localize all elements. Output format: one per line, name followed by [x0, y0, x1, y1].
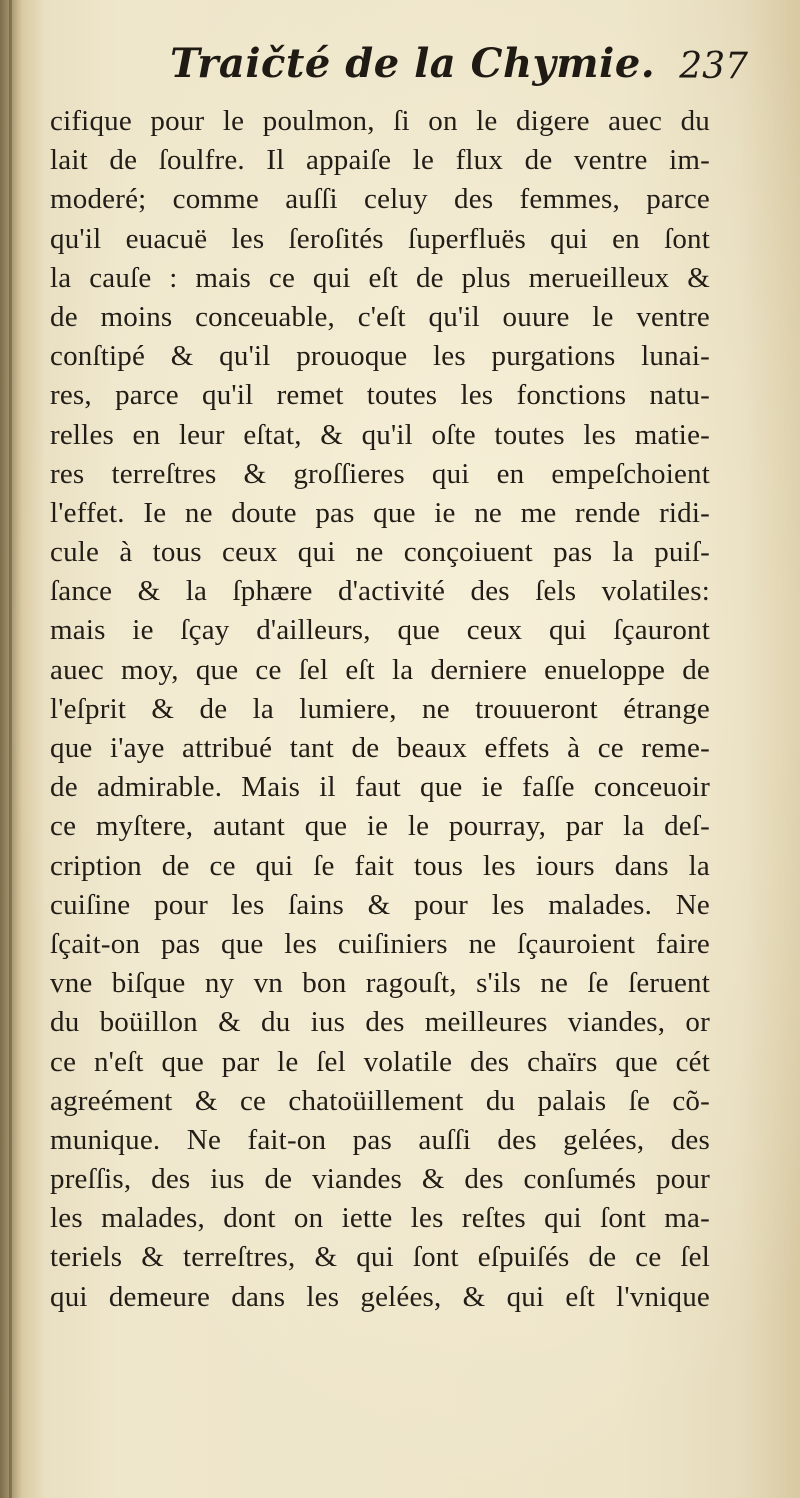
text-line: res terreſtres & groſſieres qui en empeſchoient [50, 457, 710, 490]
running-head [50, 40, 748, 100]
text-line: l'effet. Ie ne doute pas que ie ne me rende ridi- [50, 496, 710, 529]
text-line: auec moy, que ce ſel eſt la derniere enueloppe de [50, 653, 710, 686]
text-line: la cauſe : mais ce qui eſt de plus merueilleux & [50, 261, 710, 294]
text-line: qui demeure dans les gelées, & qui eſt l'vnique [50, 1280, 710, 1313]
page-title: Traičté de la Chymie. [170, 40, 656, 87]
text-line: cule à tous ceux qui ne conçoiuent pas la puiſ- [50, 536, 710, 569]
text-line: relles en leur eſtat, & qu'il oſte toutes les matie- [50, 418, 710, 451]
text-line: de moins conceuable, c'eſt qu'il ouure le ventre [50, 300, 710, 333]
text-line: qu'il euacuë les ſeroſités ſuperfluës qui en ſont [50, 222, 710, 255]
text-line: res, parce qu'il remet toutes les fonctions natu- [50, 379, 710, 412]
text-line: moderé; comme auſſi celuy des femmes, parce [50, 183, 710, 216]
text-line: cifique pour le poulmon, ſi on le digere auec du [50, 105, 710, 137]
text-line: munique. Ne fait-on pas auſſi des gelées, des [50, 1123, 710, 1156]
text-line: l'eſprit & de la lumiere, ne trouueront étrange [50, 692, 710, 725]
text-line: les malades, dont on iette les reſtes qui ſont ma- [50, 1202, 710, 1235]
body-text [50, 102, 710, 1317]
text-line: teriels & terreſtres, & qui ſont eſpuiſés de ce ſel [50, 1241, 710, 1274]
binding-edge [9, 0, 12, 1498]
text-line: ce myſtere, autant que ie le pourray, par la deſ- [50, 810, 710, 843]
page-number: 237 [679, 46, 748, 87]
text-line: mais ie ſçay d'ailleurs, que ceux qui ſçauront [50, 614, 710, 647]
text-line: de admirable. Mais il faut que ie faſſe conceuoir [50, 771, 710, 804]
text-line: que i'aye attribué tant de beaux effets à ce reme- [50, 732, 710, 764]
text-line: ce n'eſt que par le ſel volatile des chaïrs que cét [50, 1045, 710, 1078]
text-line: cuiſine pour les ſains & pour les malades. Ne [50, 888, 710, 921]
text-line: ſçait-on pas que les cuiſiniers ne ſçauroient faire [50, 927, 710, 960]
text-line: agreément & ce chatoüillement du palais ſe cõ- [50, 1084, 710, 1117]
text-line: conſtipé & qu'il prouoque les purgations lunai- [50, 340, 710, 373]
text-line: vne biſque ny vn bon ragouſt, s'ils ne ſe ſeruent [50, 967, 710, 1000]
text-line: preſſis, des ius de viandes & des conſumés pour [50, 1163, 710, 1196]
text-line: lait de ſoulfre. Il appaiſe le flux de ventre im- [50, 144, 710, 177]
text-line: du boüillon & du ius des meilleures viandes, or [50, 1006, 710, 1039]
text-line: ſance & la ſphære d'activité des ſels volatiles: [50, 575, 710, 608]
text-line: cription de ce qui ſe fait tous les iours dans la [50, 849, 710, 882]
